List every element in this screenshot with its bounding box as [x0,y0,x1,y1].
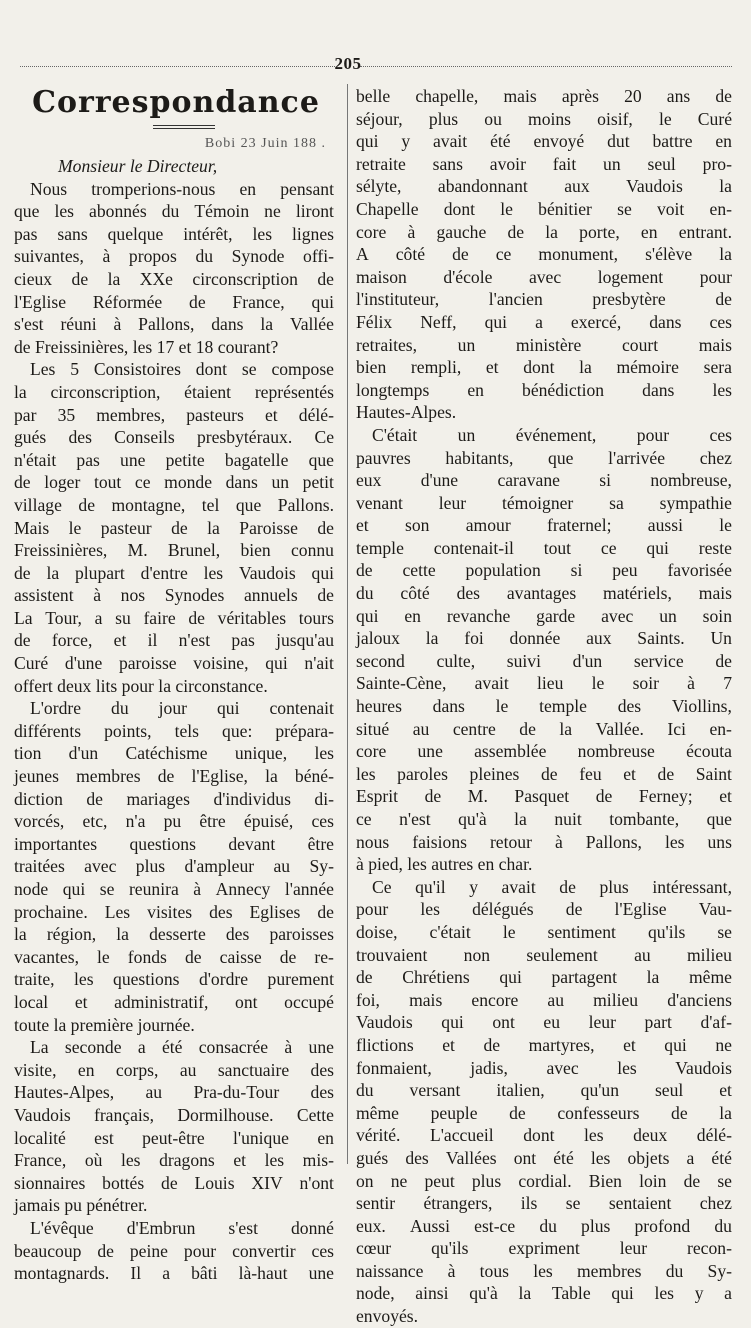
text-line: belle chapelle, mais après 20 ans de [356,86,732,106]
text-line: longtemps en bénédiction dans les [356,379,732,400]
text-line: naissance à tous les membres du Sy- [356,1260,732,1281]
text-line: de Freissinières, les 17 et 18 courant? [14,336,279,357]
text-line: jamais pu pénétrer. [14,1195,148,1216]
text-line: Vaudois français, Dormilhouse. Cette [14,1104,334,1125]
text-line: core à gauche de la porte, en entrant. [356,221,732,242]
text-line: second culte, suivi d'un service de [356,650,732,671]
text-line: fonmaient, jadis, avec les Vaudois [356,1057,732,1078]
text-line: de cette population si peu favorisée [356,560,732,581]
text-line: à pied, les autres en char. [356,854,533,875]
column-divider [347,84,348,1164]
text-line: trouvaient non seulement au milieu [356,944,732,965]
text-line: sélyte, abandonnant aux Vaudois la [356,176,732,197]
text-line: traitées avec plus d'ampleur au Sy- [14,856,334,877]
text-line: par 35 membres, pasteurs et délé- [14,404,334,425]
text-line: venant leur témoigner sa sympathie [356,492,732,513]
text-line: toute la première journée. [14,1014,195,1035]
text-line: sentir étrangers, ils se sentaient chez [356,1193,732,1214]
text-line: L'ordre du jour qui contenait [30,698,334,719]
text-line: La Tour, a su faire de véritables tours [14,607,334,628]
text-line: différents points, tels que: prépara- [14,720,334,741]
text-line: de la plupart d'entre les Vaudois qui [14,562,334,583]
text-line: flictions et de martyres, et qui ne [356,1034,732,1055]
text-line: suivantes, à propos du Synode offi- [14,246,334,267]
text-line: retraite sans avoir fait un seul pro- [356,153,732,174]
text-line: La seconde a été consacrée à une [30,1037,334,1058]
text-line: les paroles pleines de feu et de Saint [356,763,732,784]
text-line: même peuple de confesseurs de la [356,1102,732,1123]
text-line: sionnaires bottés de Louis XIV n'ont [14,1172,334,1193]
text-line: visite, en corps, au sanctuaire des [14,1059,334,1080]
text-line: foi, mais encore au milieu d'anciens [356,989,732,1010]
text-line: core une assemblée nombreuse écouta [356,741,732,762]
text-line: pour les délégués de l'Eglise Vau- [356,899,732,920]
text-line: diction de mariages d'individus di- [14,788,334,809]
text-line: situé au centre de la Vallée. Ici en- [356,718,732,739]
text-line: Curé d'une paroisse voisine, qui n'ait [14,653,334,674]
text-line: heures dans le temple des Viollins, [356,696,732,717]
salutation: Monsieur le Directeur, [58,156,218,176]
text-line: C'était un événement, pour ces [372,424,732,445]
text-line: n'était pas une petite bagatelle que [14,449,334,470]
text-line: la circonscription, étaient représentés [14,381,334,402]
text-line: Les 5 Consistoires dont se compose [30,359,334,380]
left-column [14,85,334,1285]
text-line: ce n'est qu'à la nuit tombante, que [356,809,732,829]
text-line: A côté de ce monument, s'élève la [356,244,732,265]
left-column-body [14,178,334,1285]
text-line: jaloux la foi donnée aux Saints. Un [356,628,732,649]
text-line: cœur qu'ils expriment leur recon- [356,1238,732,1259]
text-line: eux d'une caravane si nombreuse, [356,470,732,491]
text-line: de Chrétiens qui partagent la même [356,967,732,988]
text-line: du versant italien, qu'un seul et [356,1080,732,1101]
text-line: vérité. L'accueil dont les deux délé- [356,1125,732,1146]
page-number: 205 [334,54,362,73]
text-line: Félix Neff, qui a exercé, dans ces [356,311,732,332]
text-line: pas sans quelque intérêt, les lignes [14,223,334,244]
text-line: nous faisions retour à Pallons, les uns [356,831,732,852]
text-line: Hautes-Alpes. [356,402,457,423]
text-line: Mais le pasteur de la Paroisse de [14,517,334,538]
text-line: du côté des avantages matériels, mais [356,583,732,604]
text-line: qui y avait été envoyé dut battre en [356,131,732,152]
text-line: l'Eglise Réformée de France, qui [14,291,334,312]
text-line: L'évêque d'Embrun s'est donné [30,1217,334,1238]
text-line: importantes questions devant être [14,833,334,854]
text-line: Sainte-Cène, avait lieu le soir à 7 [356,673,732,694]
text-line: montagnards. Il a bâti là-haut une [14,1263,334,1284]
text-line: Vaudois qui ont eu leur part d'af- [356,1012,732,1033]
text-line: la région, la desserte des paroisses [14,924,334,945]
text-line: que les abonnés du Témoin ne liront [14,201,334,222]
text-line: maison d'école avec logement pour [356,266,732,287]
right-column-body [356,85,732,1328]
text-line: offert deux lits pour la circonstance. [14,675,268,696]
text-line: de force, et il n'est pas jusqu'au [14,630,334,651]
text-line: village de montagne, tel que Pallons. [14,494,334,515]
text-line: tion d'un Catéchisme unique, les [14,743,334,764]
text-line: de loger tout ce monde dans un petit [14,472,334,493]
text-line: vorcés, etc, n'a pu être épuisé, ces [14,811,334,832]
text-line: Nous tromperions-nous en pensant [30,178,334,199]
right-column [356,85,732,1328]
text-line: doise, c'était le sentiment qu'ils se [356,921,732,942]
header-rule-right [360,66,732,67]
text-line: Esprit de M. Pasquet de Ferney; et [356,786,732,807]
text-line: beaucoup de peine pour convertir ces [14,1240,334,1261]
dateline: Bobi 23 Juin 188 . [204,136,326,151]
text-line: gués des Vallées ont été les objets a été [356,1147,732,1168]
text-line: retraites, un ministère court mais [356,334,732,355]
text-line: l'instituteur, l'ancien presbytère de [356,289,732,310]
text-line: Chapelle dont le bénitier se voit en- [356,198,732,219]
text-line: localité est peut-être l'unique en [14,1127,334,1148]
text-line: vacantes, le fonds de caisse de re- [14,946,334,967]
text-line: France, où les dragons et les mis- [14,1150,334,1171]
text-line: gués des Conseils presbytéraux. Ce [14,427,334,448]
text-line: Freissinières, M. Brunel, bien connu [14,540,334,561]
text-line: assistent à nos Synodes annuels de [14,585,334,606]
text-line: bien rempli, et dont la mémoire sera [356,357,732,378]
text-line: pauvres habitants, que l'arrivée chez [356,447,732,468]
text-line: cieux de la XXe circonscription de [14,268,334,289]
text-line: qui en revanche garde avec un soin [356,605,732,626]
text-line: s'est réuni à Pallons, dans la Vallée [14,314,334,335]
text-line: traite, les questions d'ordre purement [14,969,334,990]
text-line: prochaine. Les visites des Eglises de [14,901,334,922]
text-line: temple contenait-il tout ce qui reste [356,537,732,558]
text-line: Ce qu'il y avait de plus intéressant, [372,876,732,897]
text-line: et son amour fraternel; aussi le [356,515,732,536]
text-line: Hautes-Alpes, au Pra-du-Tour des [14,1082,334,1103]
header-rule-left [20,66,335,67]
text-line: local et administratif, ont occupé [14,991,334,1012]
text-line: eux. Aussi est-ce du plus profond du [356,1215,732,1236]
text-line: on ne peut plus cordial. Bien loin de se [356,1170,732,1191]
text-line: séjour, plus ou moins oisif, le Curé [356,108,732,129]
text-line: node, ainsi qu'à la Table qui les y a [356,1283,732,1304]
text-line: node qui se reunira à Annecy l'année [14,879,334,899]
text-line: jeunes membres de l'Eglise, la béné- [14,766,334,787]
text-line: envoyés. [356,1306,419,1327]
title-ornament-rule [153,125,215,131]
section-title: Correspondance [32,85,320,120]
